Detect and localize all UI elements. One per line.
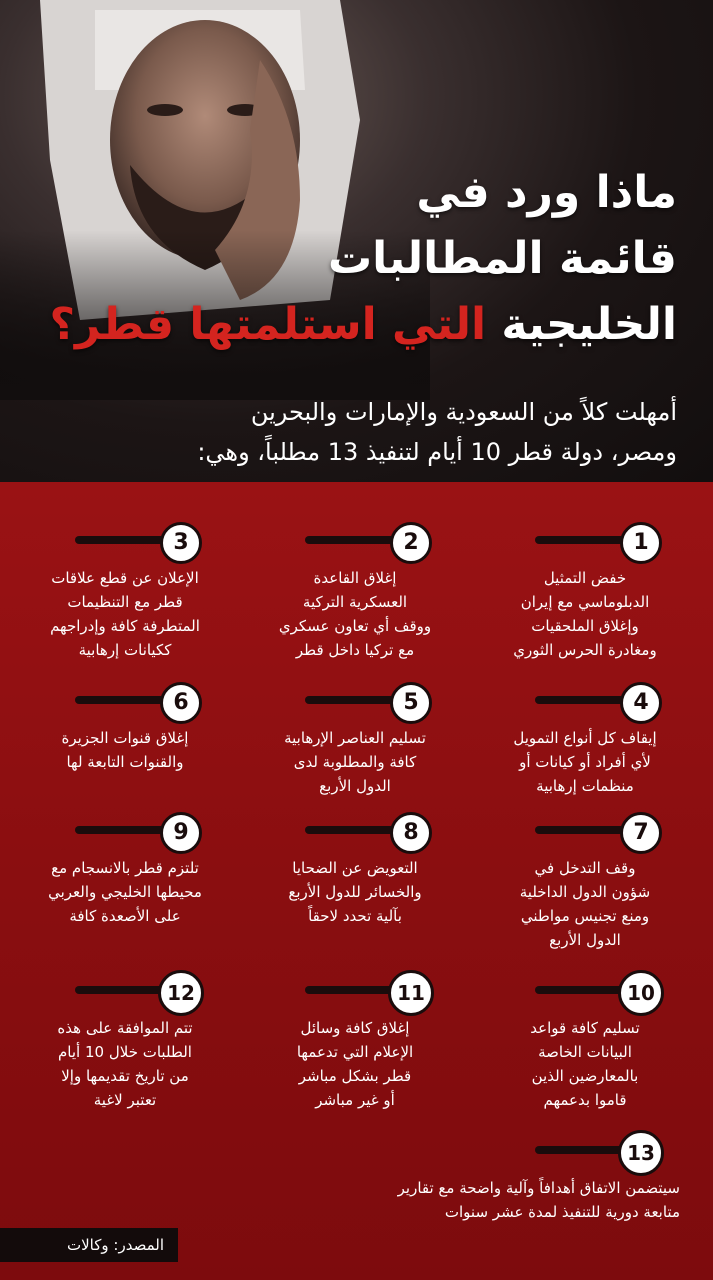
demand-line: قطر مع التنظيمات <box>67 593 183 611</box>
demand-line: ومنع تجنيس مواطني <box>520 907 650 925</box>
demand-number-badge: 8 <box>390 812 432 854</box>
demand-item-1 <box>480 502 690 659</box>
demand-line: الدول الأربع <box>319 777 391 795</box>
demand-line: الإعلام التي تدعمها <box>296 1043 414 1061</box>
demand-item-11 <box>250 952 460 1109</box>
demands-panel <box>0 482 713 1280</box>
demand-line: إغلاق كافة وسائل <box>300 1019 410 1037</box>
demand-line: لأي أفراد أو كيانات أو <box>519 753 651 771</box>
demand-number-badge: 1 <box>620 522 662 564</box>
demand-text <box>480 856 690 952</box>
demand-number-badge: 7 <box>620 812 662 854</box>
demand-line: العسكرية التركية <box>302 593 408 611</box>
demand-number-badge: 2 <box>390 522 432 564</box>
demand-line: قاموا بدعمهم <box>543 1091 627 1109</box>
demand-number-badge: 10 <box>618 970 664 1016</box>
demand-line: سيتضمن الاتفاق أهدافاً وآلية واضحة مع تقارير <box>397 1179 680 1197</box>
demand-text <box>250 856 460 928</box>
demand-line: تعتبر لاغية <box>93 1091 157 1109</box>
demand-line: المتطرفة كافة وإدراجهم <box>50 617 200 635</box>
demand-line: شؤون الدول الداخلية <box>519 883 651 901</box>
demand-item-5 <box>250 662 460 802</box>
demand-line: تتم الموافقة على هذه <box>57 1019 193 1037</box>
demand-number-badge: 9 <box>160 812 202 854</box>
intro-text <box>27 392 677 472</box>
demand-line: من تاريخ تقديمها وإلا <box>61 1067 189 1085</box>
demand-number-badge: 12 <box>158 970 204 1016</box>
demand-text <box>20 566 230 662</box>
headline-line-3-white: الخليجية <box>501 299 677 350</box>
demand-line: تلتزم قطر بالانسجام مع <box>51 859 199 877</box>
headline-line-1: ماذا ورد في <box>416 167 677 218</box>
demand-item-7 <box>480 792 690 949</box>
demand-line: قطر بشكل مباشر <box>298 1067 412 1085</box>
demand-line: ووقف أي تعاون عسكري <box>278 617 432 635</box>
demand-line: تسليم العناصر الإرهابية <box>284 729 426 747</box>
demand-item-2 <box>250 502 460 659</box>
demand-text <box>250 1016 460 1112</box>
source-label: المصدر: وكالات <box>0 1228 178 1262</box>
intro-line-2: ومصر، دولة قطر 10 أيام لتنفيذ 13 مطلباً، وهي: <box>197 438 677 466</box>
demand-line: مع تركيا داخل قطر <box>295 641 415 659</box>
demand-line: تسليم كافة قواعد <box>530 1019 640 1037</box>
demand-line: بالمعارضين الذين <box>531 1067 639 1085</box>
demand-line: ومغادرة الحرس الثوري <box>513 641 657 659</box>
demand-line: إغلاق القاعدة <box>313 569 397 587</box>
intro-line-1: أمهلت كلاً من السعودية والإمارات والبحرين <box>250 398 677 426</box>
demand-line: الدبلوماسي مع إيران <box>520 593 650 611</box>
demand-number-badge: 3 <box>160 522 202 564</box>
demand-line: والقنوات التابعة لها <box>66 753 184 771</box>
demand-item-10 <box>480 952 690 1109</box>
demand-13-text <box>330 1176 680 1224</box>
demand-line: الدول الأربع <box>549 931 621 949</box>
demand-text <box>20 726 230 774</box>
demand-line: محيطها الخليجي والعربي <box>48 883 202 901</box>
demand-line: إغلاق قنوات الجزيرة <box>61 729 189 747</box>
demand-item-3 <box>20 502 230 659</box>
demand-text <box>20 856 230 928</box>
headline-line-2: قائمة المطالبات <box>327 233 677 284</box>
demand-line: إيقاف كل أنواع التمويل <box>513 729 657 747</box>
demand-line: البيانات الخاصة <box>538 1043 632 1061</box>
demand-line: وقف التدخل في <box>534 859 636 877</box>
demand-number-badge: 5 <box>390 682 432 724</box>
demand-text <box>20 1016 230 1112</box>
demand-text <box>480 1016 690 1112</box>
demand-line: التعويض عن الضحايا <box>292 859 418 877</box>
header-section <box>0 0 713 482</box>
headline-line-3-red: التي استلمتها قطر؟ <box>49 299 487 350</box>
headline <box>49 160 677 358</box>
demand-text <box>480 566 690 662</box>
demand-item-4 <box>480 662 690 802</box>
demand-line: أو غير مباشر <box>315 1091 395 1109</box>
demand-line: على الأصعدة كافة <box>69 907 181 925</box>
demand-line: ككيانات إرهابية <box>78 641 172 659</box>
demand-item-12 <box>20 952 230 1109</box>
demand-line: وإغلاق الملحقيات <box>531 617 639 635</box>
demand-line: منظمات إرهابية <box>536 777 634 795</box>
demand-line: الطلبات خلال 10 أيام <box>58 1043 192 1061</box>
demand-item-9 <box>20 792 230 932</box>
demand-text <box>480 726 690 798</box>
demand-text <box>250 566 460 662</box>
headline-line-3 <box>49 292 677 358</box>
demand-line: متابعة دورية للتنفيذ لمدة عشر سنوات <box>444 1203 680 1221</box>
demand-number-badge: 13 <box>618 1130 664 1176</box>
demand-line: والخسائر للدول الأربع <box>288 883 422 901</box>
demand-item-8 <box>250 792 460 932</box>
demand-number-badge: 4 <box>620 682 662 724</box>
demand-line: خفض التمثيل <box>543 569 627 587</box>
demand-item-6 <box>20 662 230 802</box>
demand-number-badge: 6 <box>160 682 202 724</box>
demand-text <box>250 726 460 798</box>
demand-line: بآلية تحدد لاحقاً <box>308 907 402 925</box>
demand-line: كافة والمطلوبة لدى <box>293 753 417 771</box>
demand-line: الإعلان عن قطع علاقات <box>51 569 199 587</box>
demand-number-badge: 11 <box>388 970 434 1016</box>
